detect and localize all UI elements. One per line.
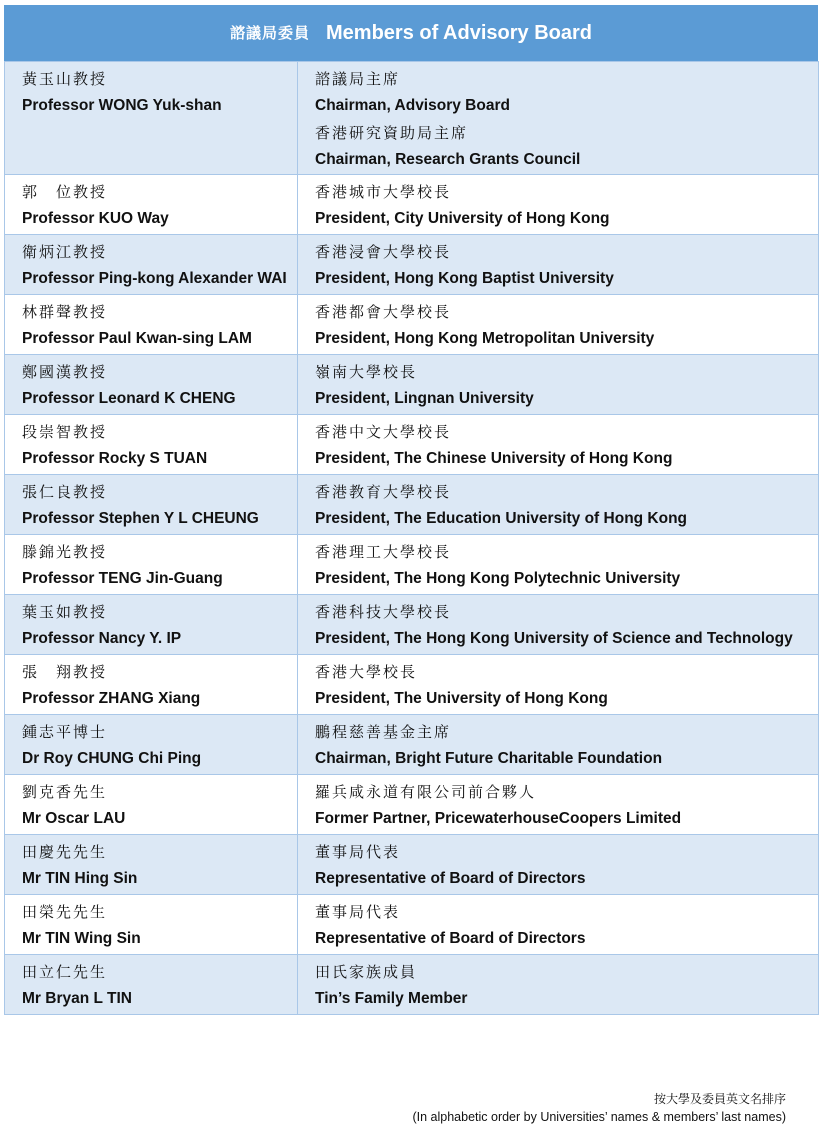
member-role-en: President, The Hong Kong Polytechnic University: [315, 570, 681, 587]
member-name-cell: [5, 295, 298, 355]
sort-note-zh: 按大學及委員英文名排序: [653, 1092, 786, 1106]
member-role-zh: 香港中文大學校長: [315, 423, 452, 441]
member-name-zh: 衛炳江教授: [22, 243, 108, 261]
member-name-zh: 張 翔教授: [22, 663, 108, 681]
member-name-cell: [5, 955, 298, 1015]
member-role-zh: 香港大學校長: [315, 663, 418, 681]
member-role-zh: 諮議局主席: [315, 70, 401, 88]
member-name-zh: 鍾志平博士: [22, 723, 108, 741]
member-role-en: President, The Education University of Hong Kong: [315, 510, 688, 527]
member-row: [5, 895, 819, 955]
member-role-en: President, Hong Kong Baptist University: [315, 270, 614, 287]
member-name-cell: [5, 535, 298, 595]
member-role-en: Chairman, Advisory Board: [315, 97, 510, 114]
member-name-en: Professor ZHANG Xiang: [22, 690, 201, 707]
member-name-en: Professor Nancy Y. IP: [22, 630, 182, 647]
member-row: [5, 235, 819, 295]
member-role-zh: 羅兵咸永道有限公司前合夥人: [315, 783, 537, 801]
member-role-en: President, The University of Hong Kong: [315, 690, 608, 707]
members-table-body: [5, 62, 819, 1015]
member-role-en: Tin’s Family Member: [315, 990, 468, 1007]
member-row: [5, 655, 819, 715]
member-row: [5, 415, 819, 475]
member-name-zh: 田立仁先生: [22, 963, 108, 981]
member-name-cell: [5, 715, 298, 775]
member-name-zh: 林群聲教授: [22, 303, 108, 321]
member-name-zh: 劉克香先生: [22, 783, 108, 801]
member-name-zh: 段崇智教授: [22, 423, 108, 441]
member-role-cell: [298, 535, 819, 595]
member-name-cell: [5, 655, 298, 715]
member-name-en: Professor Paul Kwan-sing LAM: [22, 330, 252, 347]
member-role-cell: [298, 595, 819, 655]
sort-note-en: (In alphabetic order by Universities’ names & members’ last names): [412, 1110, 786, 1124]
member-role-cell: [298, 895, 819, 955]
member-role-cell: [298, 235, 819, 295]
member-row: [5, 535, 819, 595]
member-role-zh: 田氏家族成員: [315, 963, 418, 981]
member-name-en: Professor TENG Jin-Guang: [22, 570, 223, 587]
member-row: [5, 295, 819, 355]
member-role-cell: [298, 475, 819, 535]
member-name-en: Professor Stephen Y L CHEUNG: [22, 510, 259, 527]
member-row: [5, 62, 819, 175]
member-role-en: Representative of Board of Directors: [315, 870, 586, 887]
member-role-cell: [298, 655, 819, 715]
member-row: [5, 175, 819, 235]
member-role-zh: 香港城市大學校長: [315, 183, 452, 201]
member-role-cell: [298, 715, 819, 775]
member-role-en: Chairman, Research Grants Council: [315, 151, 581, 168]
sort-note: [412, 1090, 786, 1127]
member-role-zh: 香港研究資助局主席: [315, 124, 469, 142]
member-role-cell: [298, 835, 819, 895]
member-name-cell: [5, 62, 298, 175]
member-name-en: Professor Ping-kong Alexander WAI: [22, 270, 287, 287]
member-name-en: Mr TIN Hing Sin: [22, 870, 138, 887]
member-name-zh: 郭 位教授: [22, 183, 108, 201]
member-name-en: Mr TIN Wing Sin: [22, 930, 141, 947]
member-role-zh: 嶺南大學校長: [315, 363, 418, 381]
member-role-en: President, The Hong Kong University of Science and Technology: [315, 630, 793, 647]
member-role-zh: 香港教育大學校長: [315, 483, 452, 501]
title-bar: [4, 5, 818, 61]
member-role-en: Representative of Board of Directors: [315, 930, 586, 947]
member-role-en: Chairman, Bright Future Charitable Foundation: [315, 750, 663, 767]
advisory-board: [4, 5, 818, 1015]
member-name-zh: 黃玉山教授: [22, 70, 108, 88]
member-role-en: President, The Chinese University of Hong Kong: [315, 450, 673, 467]
member-name-cell: [5, 595, 298, 655]
member-name-zh: 葉玉如教授: [22, 603, 108, 621]
member-name-en: Professor Rocky S TUAN: [22, 450, 208, 467]
title-zh: 諮議局委員: [229, 24, 310, 42]
member-row: [5, 475, 819, 535]
member-name-zh: 張仁良教授: [22, 483, 108, 501]
member-name-cell: [5, 895, 298, 955]
member-role-zh: 鵬程慈善基金主席: [315, 723, 452, 741]
member-role-en: President, Lingnan University: [315, 390, 534, 407]
member-name-cell: [5, 775, 298, 835]
member-role-en: President, Hong Kong Metropolitan University: [315, 330, 655, 347]
member-name-zh: 鄭國漢教授: [22, 363, 108, 381]
member-row: [5, 835, 819, 895]
member-role-zh: 香港科技大學校長: [315, 603, 452, 621]
member-role-cell: [298, 295, 819, 355]
member-role-zh: 香港都會大學校長: [315, 303, 452, 321]
member-name-en: Professor WONG Yuk-shan: [22, 97, 222, 114]
title-en: Members of Advisory Board: [326, 21, 592, 44]
member-name-zh: 田榮先先生: [22, 903, 108, 921]
member-role-cell: [298, 955, 819, 1015]
member-role-cell: [298, 62, 819, 175]
member-role-cell: [298, 355, 819, 415]
member-role-en: President, City University of Hong Kong: [315, 210, 610, 227]
member-name-zh: 田慶先先生: [22, 843, 108, 861]
member-row: [5, 595, 819, 655]
member-name-zh: 滕錦光教授: [22, 543, 108, 561]
member-role-zh: 董事局代表: [315, 843, 401, 861]
member-role-zh: 香港浸會大學校長: [315, 243, 452, 261]
member-row: [5, 955, 819, 1015]
member-role-cell: [298, 415, 819, 475]
member-role-zh: 董事局代表: [315, 903, 401, 921]
member-name-cell: [5, 475, 298, 535]
member-role-cell: [298, 775, 819, 835]
member-role-zh: 香港理工大學校長: [315, 543, 452, 561]
member-name-en: Mr Bryan L TIN: [22, 990, 132, 1007]
member-name-en: Professor Leonard K CHENG: [22, 390, 236, 407]
member-row: [5, 355, 819, 415]
member-name-en: Professor KUO Way: [22, 210, 169, 227]
member-name-cell: [5, 415, 298, 475]
member-name-cell: [5, 355, 298, 415]
member-name-en: Mr Oscar LAU: [22, 810, 126, 827]
member-row: [5, 775, 819, 835]
members-table: [4, 61, 819, 1015]
member-name-en: Dr Roy CHUNG Chi Ping: [22, 750, 202, 767]
member-name-cell: [5, 175, 298, 235]
member-row: [5, 715, 819, 775]
member-name-cell: [5, 235, 298, 295]
member-role-en: Former Partner, PricewaterhouseCoopers Limited: [315, 810, 682, 827]
member-role-cell: [298, 175, 819, 235]
member-name-cell: [5, 835, 298, 895]
